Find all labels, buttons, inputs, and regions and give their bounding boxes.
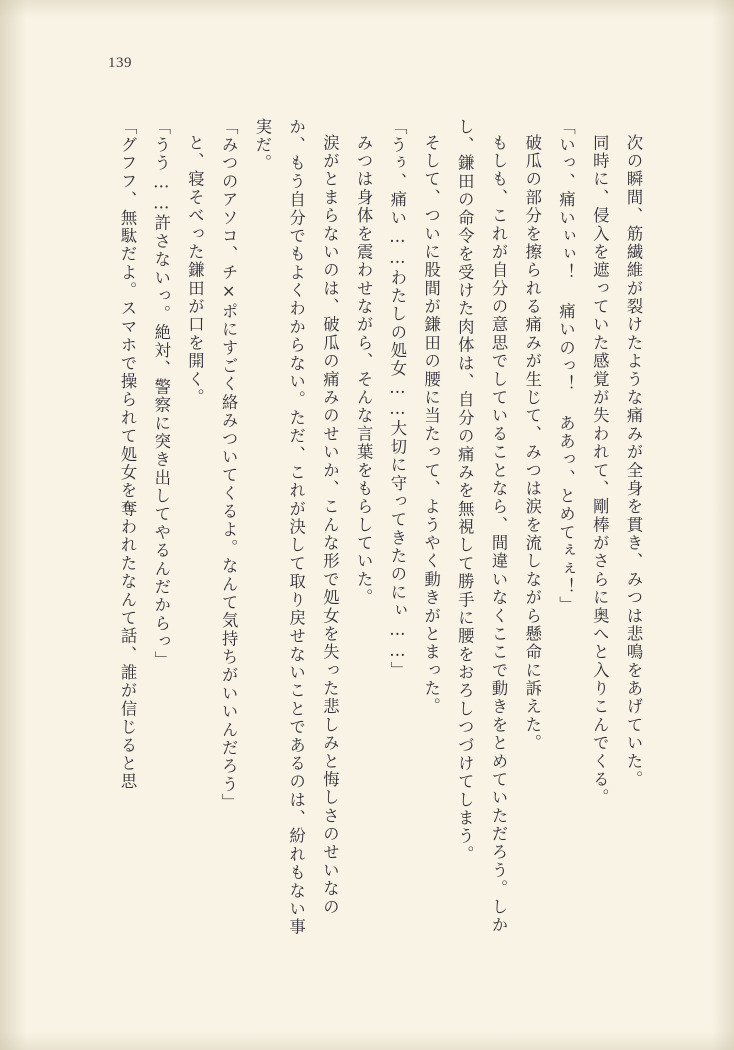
paragraph: みつは身体を震わせながら、そんな言葉をもらしていた。 bbox=[354, 134, 374, 608]
paragraph: 破瓜の部分を擦られる痛みが生じて、みつは涙を流しながら懸命に訴えた。 bbox=[522, 134, 542, 753]
paragraph: 「グフフ、無駄だよ。スマホで操られて処女を奪われたなんて話、誰が信じると思 bbox=[117, 118, 137, 792]
paragraph: そして、ついに股間が鎌田の腰に当たって、ようやく動きがとまった。 bbox=[421, 134, 441, 717]
paragraph: 「みつのアソコ、チ×ポにすごく絡みついてくるよ。なんて気持ちがいいんだろう」 bbox=[219, 118, 239, 812]
paragraph: と、寝そべった鎌田が口を開く。 bbox=[185, 134, 205, 408]
paragraph: 「いっ、痛いぃぃ！ 痛いのっ！ ああっ、とめてぇぇ！」 bbox=[556, 118, 576, 615]
paragraph: 同時に、侵入を遮っていた感覚が失われて、剛棒がさらに奥へと入りこんでくる。 bbox=[590, 134, 610, 808]
paragraph: 次の瞬間、筋繊維が裂けたような痛みが全身を貫き、みつは悲鳴をあげていた。 bbox=[624, 134, 643, 790]
paragraph: 「うう……許さないっ。絶対、警察に突き出してやるんだからっ」 bbox=[151, 118, 171, 670]
body-text-block bbox=[110, 118, 650, 948]
page-number: 139 bbox=[108, 55, 132, 71]
paragraph: もしも、これが自分の意思でしていることなら、間違いなくここで動きをとめていただろう。しかし、鎌田の命令を受けた肉体は、自分の痛みを無視して勝手に腰をおろしつづけてしまう。 bbox=[455, 118, 509, 935]
paragraph: 「うぅ、痛い……わたしの処女……大切に守ってきたのにぃ……」 bbox=[387, 118, 407, 680]
paragraph: 涙がとまらないのは、破瓜の痛みのせいか、こんな形で処女を失った悲しみと悔しさのせいなのか、もう自分でもよくわからない。ただ、これが決して取り戻せないことであるのは、紛れもない事実だ。 bbox=[252, 118, 340, 937]
